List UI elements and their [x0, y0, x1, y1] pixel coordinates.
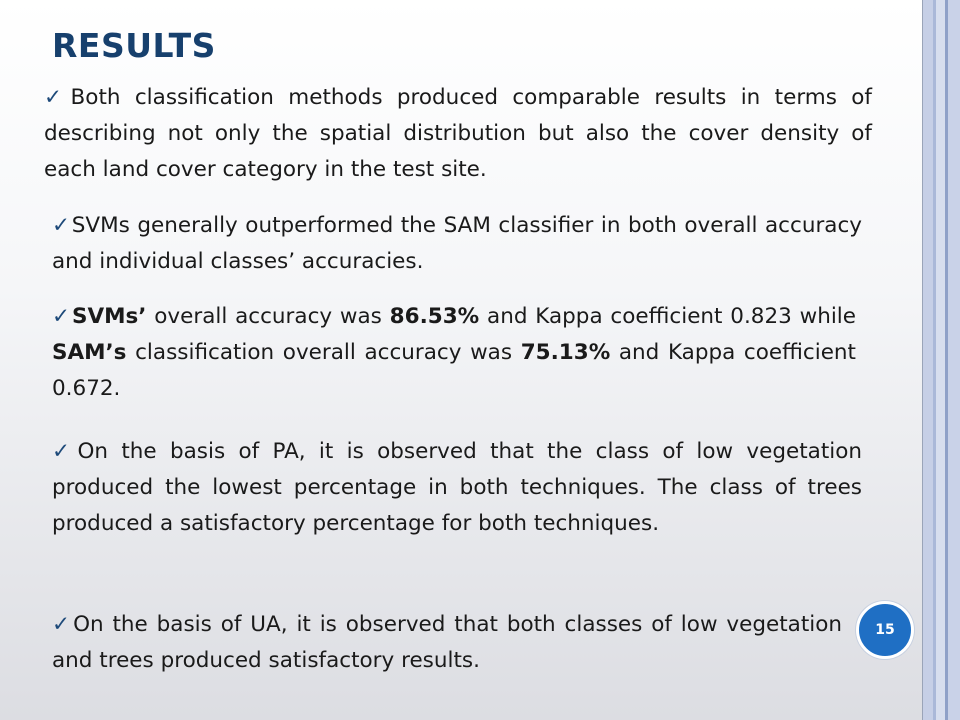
bullet-text-segment: and Kappa coefficient 0.672.	[52, 340, 856, 401]
svm-accuracy-value: 86.53%	[389, 304, 480, 329]
bullet-svm-outperformed	[52, 208, 862, 280]
decorative-side-rail	[923, 0, 960, 720]
checkmark-icon: ✓	[52, 612, 73, 637]
bullet-text-segment: overall accuracy was	[146, 304, 390, 329]
bullet-text: SVMs generally outperformed the SAM classifier in both overall accuracy and individual classes’ accuracies.	[52, 213, 863, 274]
bullet-producer-accuracy	[52, 434, 862, 542]
checkmark-icon: ✓	[52, 304, 71, 329]
bullet-accuracy-figures	[52, 299, 856, 407]
bullet-text: On the basis of UA, it is observed that both classes of low vegetation and trees produced satisfactory results.	[52, 612, 843, 673]
bullet-text-segment: and Kappa coefficient 0.823 while	[479, 304, 857, 329]
bullet-text-segment: classification overall accuracy was	[126, 340, 521, 365]
svm-label: SVMs’	[71, 304, 147, 329]
page-number-badge: 15	[856, 601, 914, 659]
checkmark-icon: ✓	[44, 85, 70, 110]
sam-label: SAM’s	[52, 340, 127, 365]
sam-accuracy-value: 75.13%	[520, 340, 611, 365]
slide-title: RESULTS	[52, 26, 216, 65]
bullet-comparable-results	[44, 80, 872, 188]
bullet-user-accuracy	[52, 607, 842, 679]
checkmark-icon: ✓	[52, 439, 77, 464]
checkmark-icon: ✓	[52, 213, 71, 238]
bullet-text: Both classification methods produced comparable results in terms of describing not only the spatial distribution but also the cover density of each land cover category in the test site.	[44, 85, 873, 182]
bullet-text: On the basis of PA, it is observed that the class of low vegetation produced the lowest percentage in both techniques. The class of trees produced a satisfactory percentage for both techniques.	[52, 439, 862, 536]
